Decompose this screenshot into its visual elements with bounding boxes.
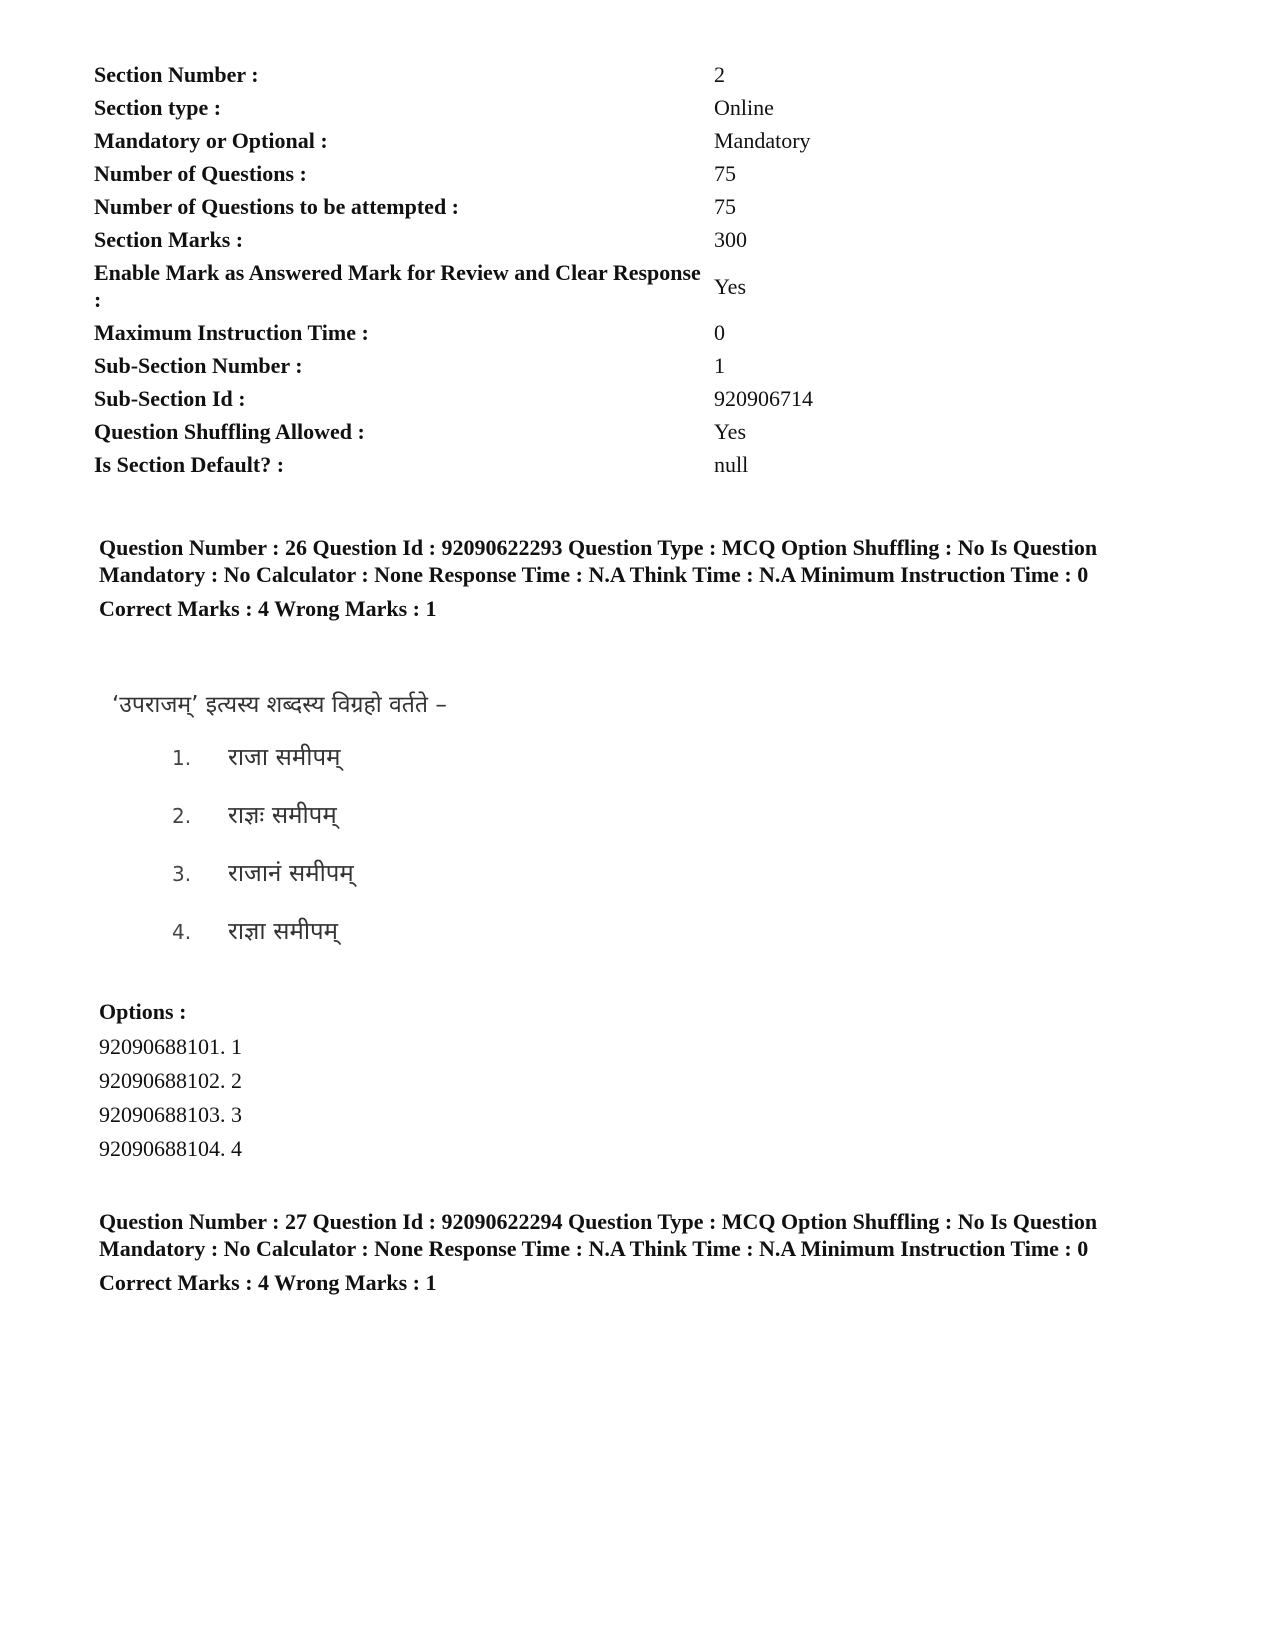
question-27-header-block xyxy=(99,1208,1179,1296)
info-label: Maximum Instruction Time : xyxy=(94,320,369,345)
question-header: Question Number : 26 Question Id : 92090622293 Question Type : MCQ Option Shuffling : No Is Question Mandatory : No Calculator : None Response Time : N.A Think Time : N.A Minimum Instruction Time : 0 xyxy=(99,535,1098,587)
info-value: null xyxy=(714,452,749,477)
section-info-table xyxy=(94,58,1094,481)
info-row xyxy=(94,316,1094,349)
question-marks: Correct Marks : 4 Wrong Marks : 1 xyxy=(99,1270,437,1295)
info-value: 0 xyxy=(714,320,725,345)
info-row xyxy=(94,382,1094,415)
info-value: 300 xyxy=(714,227,747,252)
info-value: 2 xyxy=(714,62,725,87)
info-label: Section type : xyxy=(94,95,222,120)
info-value: Yes xyxy=(714,273,747,299)
choice-text: राज्ञा समीपम् xyxy=(228,917,339,945)
info-row xyxy=(94,190,1094,223)
info-row xyxy=(94,349,1094,382)
info-label: Section Number : xyxy=(94,62,259,87)
options-label: Options : xyxy=(99,999,187,1024)
info-label: Number of Questions to be attempted : xyxy=(94,194,460,219)
choice-text: राजा समीपम् xyxy=(228,743,341,771)
choice-number: 1. xyxy=(172,746,192,770)
info-label: Section Marks : xyxy=(94,227,244,252)
question-26-content xyxy=(112,690,612,960)
choice-2 xyxy=(172,800,337,831)
choice-3 xyxy=(172,858,354,889)
info-label: Is Section Default? : xyxy=(94,452,285,477)
choice-4 xyxy=(172,916,338,947)
info-value: 75 xyxy=(714,161,736,186)
info-row xyxy=(94,448,1094,481)
option-item: 92090688103. 3 xyxy=(99,1102,242,1127)
info-label: Sub-Section Number : xyxy=(94,353,303,378)
question-marks: Correct Marks : 4 Wrong Marks : 1 xyxy=(99,596,437,621)
info-value: Mandatory xyxy=(714,128,811,153)
info-row xyxy=(94,256,1094,316)
info-label: Mandatory or Optional : xyxy=(94,128,328,153)
choice-text: राजानं समीपम् xyxy=(228,859,354,887)
question-26-header-block xyxy=(99,534,1179,622)
info-label: Sub-Section Id : xyxy=(94,386,246,411)
info-label: Number of Questions : xyxy=(94,161,307,186)
option-item: 92090688104. 4 xyxy=(99,1136,242,1161)
choice-1 xyxy=(172,742,340,773)
choice-number: 3. xyxy=(172,862,192,886)
info-row xyxy=(94,124,1094,157)
info-label: Enable Mark as Answered Mark for Review and Clear Response : xyxy=(94,260,701,312)
info-label: Question Shuffling Allowed : xyxy=(94,419,365,444)
option-item: 92090688102. 2 xyxy=(99,1068,242,1093)
info-value: Online xyxy=(714,95,774,120)
info-row xyxy=(94,58,1094,91)
option-item: 92090688101. 1 xyxy=(99,1034,242,1059)
info-value: 1 xyxy=(714,353,725,378)
info-row xyxy=(94,223,1094,256)
info-value: 75 xyxy=(714,194,736,219)
question-stem: ‘उपराजम्’ इत्यस्य शब्दस्य विग्रहो वर्तते – xyxy=(112,692,447,718)
question-header: Question Number : 27 Question Id : 92090622294 Question Type : MCQ Option Shuffling : No Is Question Mandatory : No Calculator : None Response Time : N.A Think Time : N.A Minimum Instruction Time : 0 xyxy=(99,1209,1098,1261)
choice-number: 2. xyxy=(172,804,192,828)
choice-text: राज्ञः समीपम् xyxy=(228,801,337,829)
info-row xyxy=(94,157,1094,190)
info-value: Yes xyxy=(714,419,747,444)
info-value: 920906714 xyxy=(714,386,813,411)
options-list xyxy=(99,1030,242,1166)
info-row xyxy=(94,415,1094,448)
info-row xyxy=(94,91,1094,124)
choice-number: 4. xyxy=(172,920,192,944)
